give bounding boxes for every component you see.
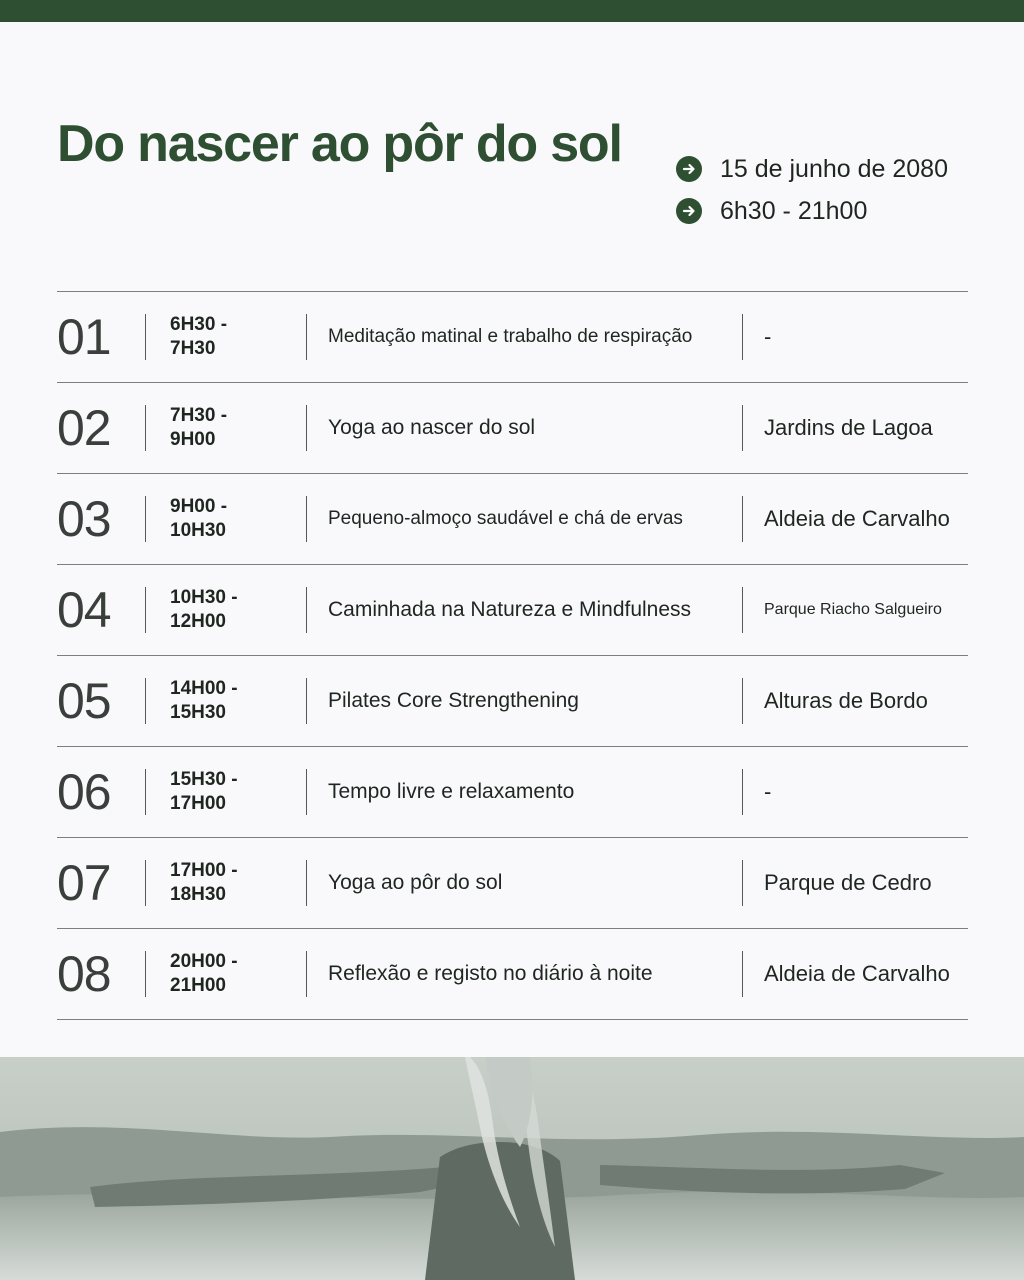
schedule-row [57, 474, 968, 565]
schedule-row [57, 383, 968, 474]
schedule-row [57, 838, 968, 929]
row-activity: Yoga ao nascer do sol [328, 416, 536, 439]
row-number: 08 [57, 946, 111, 1002]
row-time [170, 656, 295, 746]
time-end: 12H00 [170, 611, 226, 632]
row-location: - [764, 779, 772, 804]
time-end: 9H00 [170, 429, 216, 450]
time-end: 17H00 [170, 793, 226, 814]
time-end: 15H30 [170, 702, 226, 723]
event-hours: 6h30 - 21h00 [720, 196, 868, 225]
arrow-right-circle-icon [676, 156, 702, 182]
row-number: 03 [57, 491, 111, 547]
schedule-row [57, 292, 968, 383]
time-start: 17H00 - [170, 860, 238, 881]
row-time [170, 838, 295, 928]
column-divider [145, 496, 146, 542]
row-activity: Pilates Core Strengthening [328, 689, 579, 712]
column-divider [742, 678, 743, 724]
time-end: 10H30 [170, 520, 226, 541]
schedule-row [57, 656, 968, 747]
column-divider [742, 405, 743, 451]
row-location: - [764, 324, 772, 349]
event-meta [676, 148, 948, 232]
column-divider [306, 496, 307, 542]
row-activity: Meditação matinal e trabalho de respiração [328, 326, 693, 347]
time-start: 14H00 - [170, 678, 238, 699]
time-start: 7H30 - [170, 405, 228, 426]
row-location: Aldeia de Carvalho [764, 961, 950, 986]
column-divider [145, 678, 146, 724]
time-end: 7H30 [170, 338, 216, 359]
top-accent-bar [0, 0, 1024, 22]
row-activity: Caminhada na Natureza e Mindfulness [328, 598, 692, 621]
column-divider [742, 314, 743, 360]
column-divider [306, 314, 307, 360]
row-number: 01 [57, 309, 111, 365]
row-time [170, 383, 295, 473]
event-date-row [676, 148, 948, 190]
arrow-right-circle-icon [676, 198, 702, 224]
time-start: 6H30 - [170, 314, 228, 335]
time-start: 15H30 - [170, 769, 238, 790]
row-time [170, 747, 295, 837]
column-divider [145, 860, 146, 906]
row-time [170, 292, 295, 382]
row-location: Aldeia de Carvalho [764, 506, 950, 531]
column-divider [145, 951, 146, 997]
row-number: 02 [57, 400, 111, 456]
event-hours-row [676, 190, 948, 232]
row-activity: Tempo livre e relaxamento [328, 780, 575, 803]
schedule-row [57, 565, 968, 656]
column-divider [742, 860, 743, 906]
event-date: 15 de junho de 2080 [720, 154, 948, 183]
column-divider [742, 587, 743, 633]
row-activity: Reflexão e registo no diário à noite [328, 962, 653, 985]
schedule-table [57, 291, 968, 1020]
row-location: Parque Riacho Salgueiro [764, 601, 942, 618]
yoga-woman-photo [0, 1057, 1024, 1280]
page-title: Do nascer ao pôr do sol [57, 115, 622, 173]
row-number: 07 [57, 855, 111, 911]
schedule-row [57, 747, 968, 838]
column-divider [306, 678, 307, 724]
column-divider [742, 769, 743, 815]
column-divider [145, 587, 146, 633]
row-location: Alturas de Bordo [764, 688, 928, 713]
row-number: 05 [57, 673, 111, 729]
column-divider [742, 496, 743, 542]
row-number: 06 [57, 764, 111, 820]
row-time [170, 565, 295, 655]
time-end: 21H00 [170, 975, 226, 996]
row-time [170, 474, 295, 564]
column-divider [742, 951, 743, 997]
column-divider [306, 405, 307, 451]
time-start: 10H30 - [170, 587, 238, 608]
column-divider [145, 405, 146, 451]
time-start: 9H00 - [170, 496, 228, 517]
column-divider [145, 314, 146, 360]
column-divider [306, 769, 307, 815]
schedule-row [57, 929, 968, 1020]
column-divider [145, 769, 146, 815]
row-time [170, 929, 295, 1019]
photo-illustration [0, 1057, 1024, 1280]
row-number: 04 [57, 582, 111, 638]
row-activity: Yoga ao pôr do sol [328, 871, 503, 894]
row-location: Parque de Cedro [764, 870, 932, 895]
row-location: Jardins de Lagoa [764, 415, 933, 440]
column-divider [306, 860, 307, 906]
time-end: 18H30 [170, 884, 226, 905]
row-activity: Pequeno-almoço saudável e chá de ervas [328, 508, 683, 529]
column-divider [306, 587, 307, 633]
time-start: 20H00 - [170, 951, 238, 972]
column-divider [306, 951, 307, 997]
